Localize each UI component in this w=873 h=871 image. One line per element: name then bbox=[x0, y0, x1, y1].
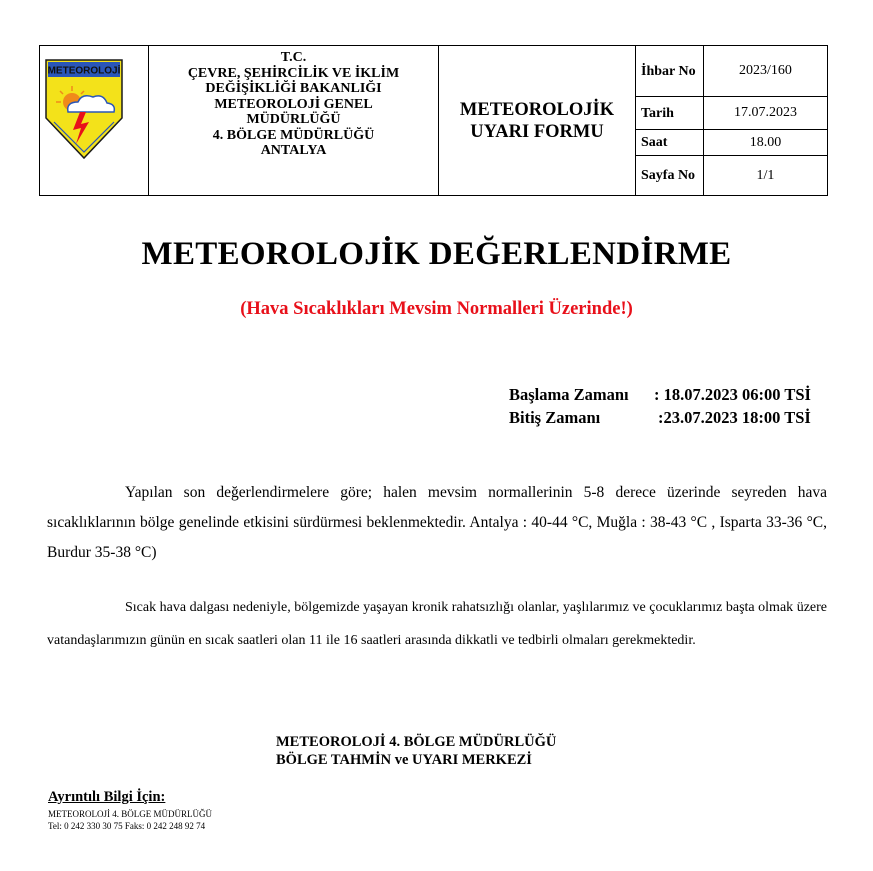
paragraph-forecast: Yapılan son değerlendirmelere göre; halen mevsim normallerinin 5-8 derece üzerinde seyreden hava sıcaklıklarının bölge genelinde etkisini sürdürmesi beklenmektedir. Antalya : 40-44 °C, Muğla : 38-43 °C , Isparta 33-36 °C, Burdur 35-38 °C) bbox=[47, 484, 827, 561]
meta-value: 17.07.2023 bbox=[734, 105, 797, 120]
meta-label: Sayfa No bbox=[636, 156, 704, 195]
footer-line: Tel: 0 242 330 30 75 Faks: 0 242 248 92 74 bbox=[48, 821, 206, 831]
institution-line: MÜDÜRLÜĞÜ bbox=[246, 112, 341, 127]
end-label: Bitiş Zamanı bbox=[509, 408, 601, 427]
meteoroloji-logo bbox=[44, 56, 124, 168]
page-title: METEOROLOJİK DEĞERLENDİRME bbox=[141, 236, 732, 272]
form-title-line: UYARI FORMU bbox=[470, 122, 604, 142]
institution-cell bbox=[149, 46, 439, 195]
meta-value: 1/1 bbox=[756, 167, 775, 183]
institution-name bbox=[149, 50, 438, 159]
logo-cell bbox=[40, 46, 149, 195]
footer-line: METEOROLOJİ 4. BÖLGE MÜDÜRLÜĞÜ bbox=[48, 809, 212, 819]
institution-line: 4. BÖLGE MÜDÜRLÜĞÜ bbox=[212, 127, 375, 143]
form-title bbox=[439, 99, 635, 143]
meta-label: Saat bbox=[636, 130, 704, 155]
meta-row-saat bbox=[636, 130, 827, 156]
signature-line: METEOROLOJİ 4. BÖLGE MÜDÜRLÜĞÜ bbox=[276, 734, 557, 750]
start-label: Başlama Zamanı bbox=[509, 385, 629, 404]
form-title-cell bbox=[439, 46, 636, 195]
meta-row-ihbar bbox=[636, 46, 827, 97]
form-title-line: METEOROLOJİK bbox=[459, 100, 615, 120]
end-value: :23.07.2023 18:00 TSİ bbox=[658, 408, 811, 427]
signature-line: BÖLGE TAHMİN ve UYARI MERKEZİ bbox=[276, 752, 532, 768]
institution-line: ÇEVRE, ŞEHİRCİLİK VE İKLİM bbox=[187, 65, 400, 81]
meta-row-sayfa bbox=[636, 156, 827, 195]
meta-value: 18.00 bbox=[749, 134, 782, 150]
institution-line: ANTALYA bbox=[260, 143, 327, 158]
header-table bbox=[39, 45, 828, 196]
meta-cell bbox=[636, 46, 827, 195]
meta-value: 2023/160 bbox=[739, 63, 792, 78]
meta-row-tarih bbox=[636, 97, 827, 130]
institution-line: T.C. bbox=[280, 50, 307, 65]
paragraph-advice: Sıcak hava dalgası nedeniyle, bölgemizde yaşayan kronik rahatsızlığı olanlar, yaşlılarımız ve çocuklarımız başta olmak üzere vatandaşlarımızın günün en sıcak saatleri olan 11 ile 16 saatleri arasında dikkatli ve tedbirli olmaları gerekmektedir. bbox=[47, 600, 827, 648]
meta-label: Tarih bbox=[636, 97, 704, 129]
footer-title: Ayrıntılı Bilgi İçin: bbox=[48, 789, 166, 805]
start-value: : 18.07.2023 06:00 TSİ bbox=[654, 385, 811, 404]
meta-label: İhbar No bbox=[636, 46, 704, 96]
page-subtitle: (Hava Sıcaklıkları Mevsim Normalleri Üzerinde!) bbox=[240, 299, 633, 319]
institution-line: DEĞİŞİKLİĞİ BAKANLIĞI bbox=[205, 81, 382, 96]
svg-text:METEOROLOJİ: METEOROLOJİ bbox=[47, 65, 121, 77]
institution-line: METEOROLOJİ GENEL bbox=[214, 96, 373, 112]
